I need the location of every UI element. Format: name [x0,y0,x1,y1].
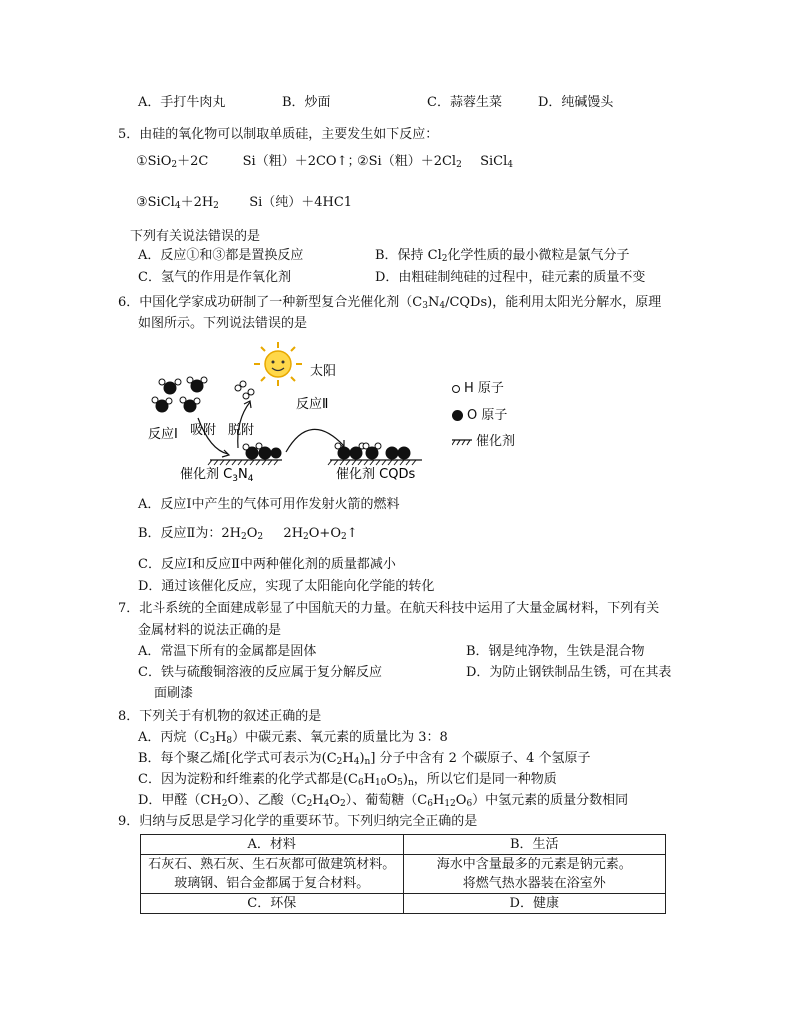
q8-option-a: A．丙烷$(C_3H_8)$中碳元素、氧元素的质量比为 3：8 [138,730,448,746]
q7-option-a: A．常温下所有的金属都是固体 [138,644,317,659]
q6-option-c: C．反应Ⅰ和反应Ⅱ中两种催化剂的质量都减小 [138,557,396,572]
q9-table [140,834,666,914]
reaction1-label: 反应Ⅰ [148,427,178,442]
q9-cell-a: 石灰石、熟石灰、生石灰都可做建筑材料。 玻璃钢、铝合金都属于复合材料。 [141,855,404,894]
legend-h: H 原子 [452,380,504,398]
desorb-label: 脱附 [228,423,255,438]
legend-o: O 原子 [452,407,507,425]
reaction2-label: 反应Ⅱ [296,397,329,412]
q8-option-d: D．甲醛$(CH_2O)$、乙酸$(C_2H_4O_2)$、葡萄糖$(C_6H_{12}O_6)$中氢元素的质量分数相同 [138,793,629,809]
q9-head-a: A．材料 [141,835,404,855]
adsorb-label: 吸附 [190,423,217,438]
q6-option-a: A．反应Ⅰ中产生的气体可用作发射火箭的燃料 [138,497,400,512]
catalyst-c3n4-icon [208,443,282,465]
reaction2-arrow-icon [286,429,344,452]
q7-option-d-cont: 面刷漆 [154,686,194,701]
q6-stem-line2: 如图所示。下列说法错误的是 [138,316,308,331]
hydrogen-molecule-icon [235,381,254,399]
catalyst-hatch-icon [452,438,472,446]
q7-stem-line1: 7．北斗系统的全面建成彰显了中国航天的力量。在航天科技中运用了大量金属材料，下列有关 [118,601,660,616]
q6-option-b: B．反应Ⅱ为：$2H_2O_2$ $2H_2O+O_2↑$ [138,526,358,542]
q9-cell-b: 海水中含量最多的元素是钠元素。 将燃气热水器装在浴室外 [403,855,666,894]
q5-reaction-1: ①SiO$_2$＋2C Si（粗）＋2CO↑； [136,154,361,170]
q4-option-d: D．纯碱馒头 [538,95,614,110]
sun-icon [254,342,302,386]
q9-stem: 9．归纳与反思是学习化学的重要环节。下列归纳完全正确的是 [118,814,478,829]
q4-option-a: A．手打牛肉丸 [138,95,226,110]
q9-head-d: D．健康 [403,894,666,914]
q9-head-b: B．生活 [403,835,666,855]
q5-option-d: D．由粗硅制纯硅的过程中，硅元素的质量不变 [375,270,646,285]
q4-option-b: B．炒面 [282,95,331,110]
q5-option-c: C．氢气的作用是作氧化剂 [138,270,291,285]
q5-option-a: A．反应①和③都是置换反应 [138,248,304,263]
q5-reaction-3: $③SiCl_4+2H_2$ Si（纯）＋4HC1 [136,195,353,211]
catalyst2-label: 催化剂 CQDs [336,467,416,482]
q9-head-c: C．环保 [141,894,404,914]
catalyst1-label: 催化剂 $C_3N_4$ [180,467,254,484]
q8-stem: 8．下列关于有机物的叙述正确的是 [118,709,322,724]
q7-option-d: D．为防止钢铁制品生锈，可在其表 [466,665,672,680]
q5-question: 下列有关说法错误的是 [130,229,261,244]
q6-option-d: D．通过该催化反应，实现了太阳能向化学能的转化 [138,579,435,594]
h-atom-icon [452,385,460,393]
q7-option-c: C．铁与硫酸铜溶液的反应属于复分解反应 [138,665,382,680]
q7-stem-line2: 金属材料的说法正确的是 [138,623,282,638]
sun-label: 太阳 [310,364,337,379]
q7-option-b: B．钢是纯净物，生铁是混合物 [466,644,645,659]
q8-option-c: C．因为淀粉和纤维素的化学式都是$(C_6H_{10}O_5)_n$，所以它们是同一种物质 [138,772,557,788]
q6-stem-line1: 6．中国化学家成功研制了一种新型复合光催化剂$(C_3N_4/CQDs)$，能利用太阳光分解水，原理 [118,295,662,311]
q5-reaction-2: ②Si（粗）$+2Cl_2$ SiCl$_4$ [357,154,514,170]
q8-option-b: B．每个聚乙烯[化学式可表示为$(C_2H_4)_n$] 分子中含有 2 个碳原子、4 个氢原子 [138,751,591,767]
water-molecules-icon [152,377,207,412]
q5-stem: 5．由硅的氧化物可以制取单质硅，主要发生如下反应： [118,127,439,142]
o-atom-icon [452,410,463,421]
legend-catalyst: 催化剂 [452,433,515,451]
q4-option-c: C．蒜蓉生菜 [427,95,502,110]
q5-option-b: B．保持 $Cl_2$化学性质的最小微粒是氯气分子 [375,248,630,264]
